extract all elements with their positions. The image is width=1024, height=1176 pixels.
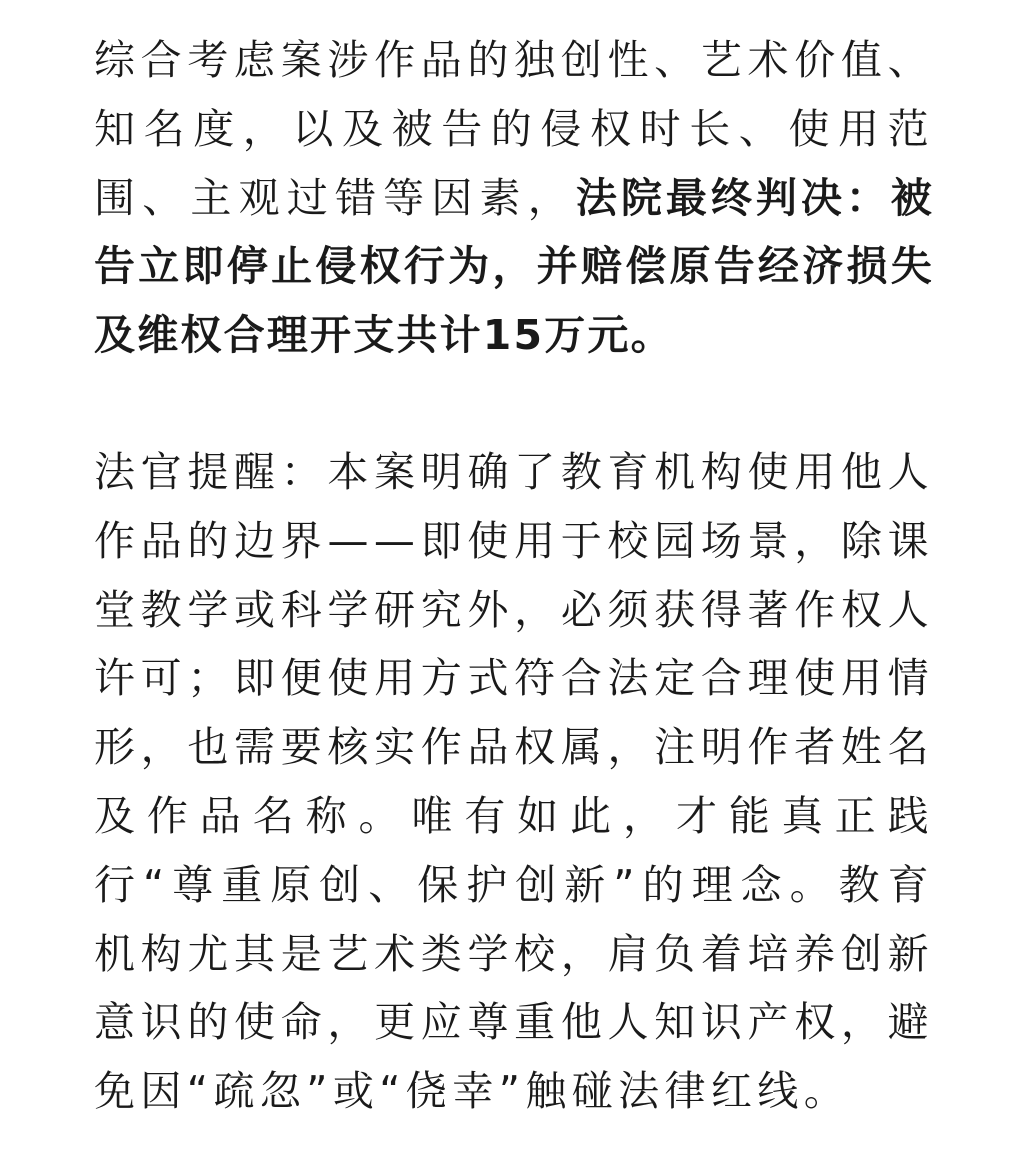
- article-body: [94, 26, 934, 1126]
- judge-reminder-paragraph: 法官提醒：本案明确了教育机构使用他人作品的边界——即使用于校园场景，除课堂教学或科学研究外，必须获得著作权人许可；即便使用方式符合法定合理使用情形，也需要核实作品权属，注明作者姓名及作品名称。唯有如此，才能真正践行“尊重原创、保护创新”的理念。教育机构尤其是艺术类学校，肩负着培养创新意识的使命，更应尊重他人知识产权，避免因“疏忽”或“侥幸”触碰法律红线。: [94, 447, 934, 1116]
- ruling-lead-text: 综合考虑案涉作品的独创性、艺术价值、知名度，以及被告的侵权时长、使用范围、主观过错等因素，: [94, 36, 934, 222]
- ruling-verdict-text: 法院最终判决：被告立即停止侵权行为，并赔偿原告经济损失及维权合理开支共计15万元。: [94, 173, 935, 360]
- ruling-paragraph: [94, 26, 934, 370]
